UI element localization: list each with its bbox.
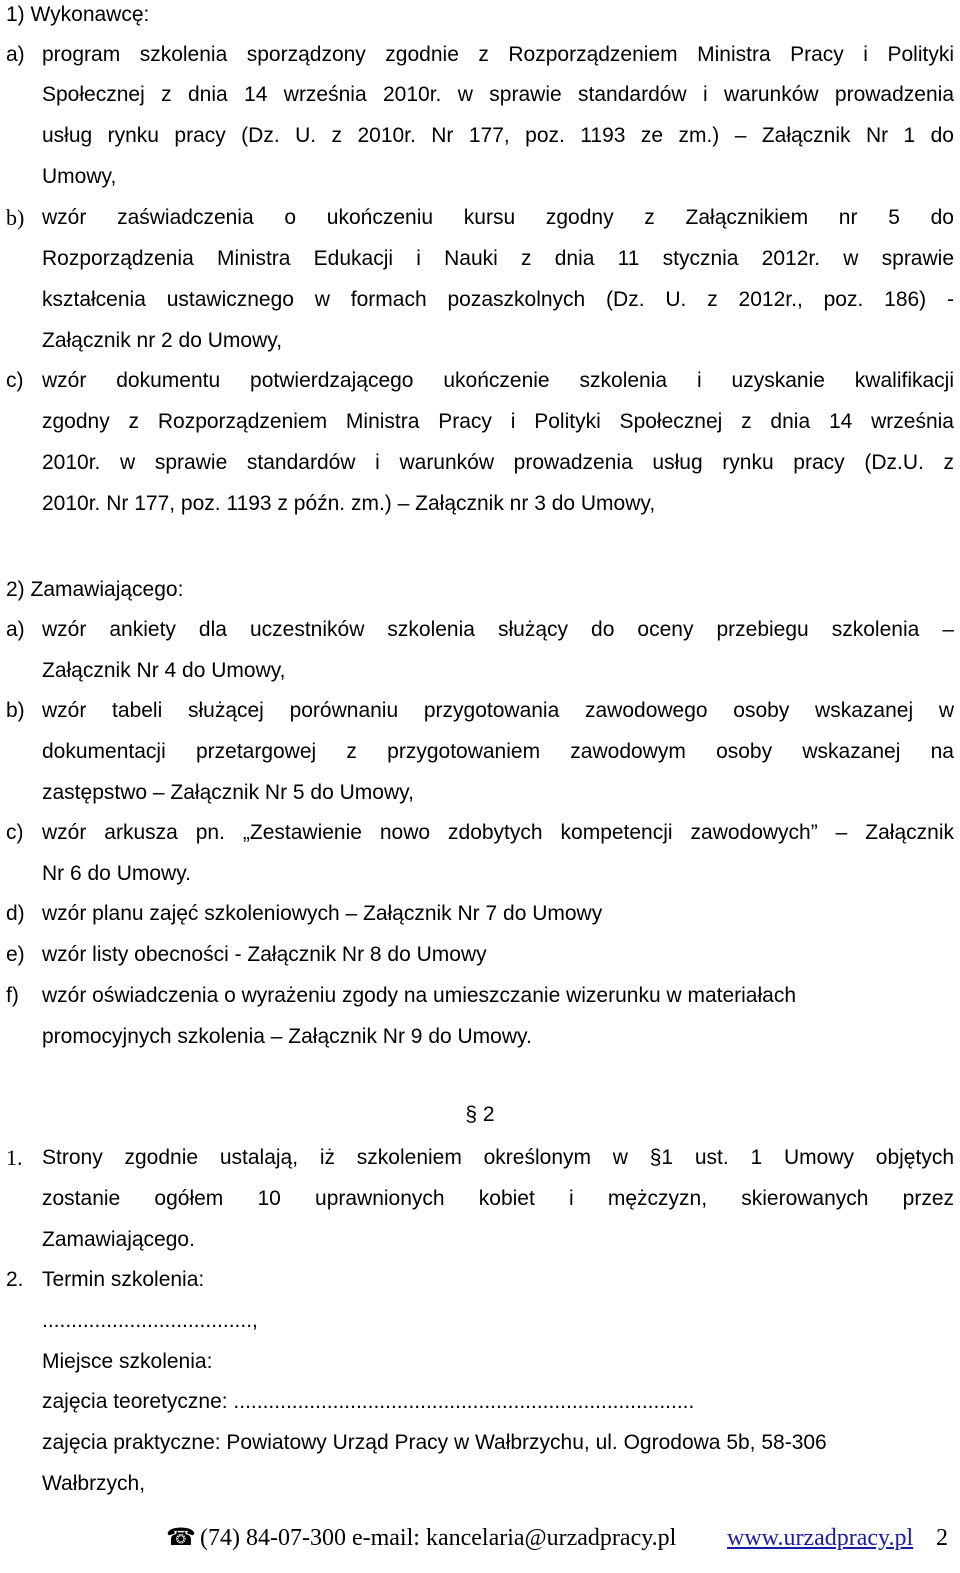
list-item-2b-line-3	[0, 772, 960, 813]
list-marker: f)	[6, 984, 19, 1007]
list-marker: b)	[6, 205, 25, 230]
list-item-text-line: usług rynku pracy (Dz. U. z 2010r. Nr 177, poz. 1193 ze zm.) – Załącznik Nr 1 do	[42, 124, 954, 147]
list-item-2b	[0, 690, 960, 731]
list-item-2c-line-2	[0, 853, 960, 894]
list-item-1a	[0, 34, 960, 75]
numbered-item-1	[0, 1137, 960, 1178]
list-item-2e	[0, 934, 960, 975]
list-item-1b-line-2	[0, 238, 960, 279]
list-item-text-line: 2010r. w sprawie standardów i warunków prowadzenia usług rynku pracy (Dz.U. z	[42, 451, 954, 474]
list-item-text-line: Rozporządzenia Ministra Edukacji i Nauki z dnia 11 stycznia 2012r. w sprawie	[42, 247, 954, 270]
list-item-text-line: Załącznik nr 2 do Umowy,	[42, 329, 283, 352]
list-item-1c-line-2	[0, 401, 960, 442]
list-item-1a-line-3	[0, 115, 960, 156]
list-item-text-line: Społecznej z dnia 14 września 2010r. w sprawie standardów i warunków prowadzenia	[42, 83, 954, 106]
list-item-2d	[0, 893, 960, 934]
page-number: 2	[936, 1525, 948, 1551]
list-item-text-line: wzór dokumentu potwierdzającego ukończenie szkolenia i uzyskanie kwalifikacji	[42, 369, 954, 392]
list-item-text-line: wzór listy obecności - Załącznik Nr 8 do Umowy	[42, 943, 487, 966]
list-item-text-line: zostanie ogółem 10 uprawnionych kobiet i mężczyzn, skierowanych przez	[42, 1187, 954, 1210]
list-item-2f	[0, 975, 960, 1016]
paragraph-title-row	[0, 1094, 960, 1135]
numbered-item-2	[0, 1259, 960, 1300]
list-item-1c-line-4	[0, 483, 960, 524]
list-item-text-line: kształcenia ustawicznego w formach pozaszkolnych (Dz. U. z 2012r., poz. 186) -	[42, 288, 954, 311]
numbered-item-1-line-2	[0, 1178, 960, 1219]
numbered-item-2-line-3	[0, 1341, 960, 1382]
list-item-text-line: Nr 6 do Umowy.	[42, 862, 191, 885]
page-footer	[0, 1518, 960, 1558]
numbered-item-2-line-5	[0, 1422, 960, 1463]
list-item-text-line: ....................................,	[42, 1309, 258, 1332]
list-item-text-line: wzór planu zajęć szkoleniowych – Załącznik Nr 7 do Umowy	[42, 902, 603, 925]
list-item-text-line: wzór ankiety dla uczestników szkolenia służący do oceny przebiegu szkolenia –	[42, 618, 954, 641]
section-2-heading-row	[0, 569, 960, 610]
list-marker: d)	[6, 902, 25, 925]
telephone-icon: ☎	[166, 1525, 196, 1551]
numbered-item-2-line-2	[0, 1300, 960, 1341]
list-item-text-line: Zamawiającego.	[42, 1228, 195, 1251]
website-link[interactable]: www.urzadpracy.pl	[727, 1525, 914, 1551]
footer-contact: (74) 84-07-300 e-mail: kancelaria@urzadpracy.pl	[200, 1525, 677, 1551]
list-item-2f-line-2	[0, 1016, 960, 1057]
list-item-text-line: Miejsce szkolenia:	[42, 1350, 213, 1373]
list-item-text-line: wzór arkusza pn. „Zestawienie nowo zdobytych kompetencji zawodowych” – Załącznik	[42, 821, 954, 844]
list-item-text-line: Wałbrzych,	[42, 1472, 146, 1495]
list-item-2a	[0, 609, 960, 650]
list-item-text-line: zajęcia teoretyczne: ...............................................................................	[42, 1390, 695, 1413]
list-item-text-line: Termin szkolenia:	[42, 1268, 205, 1291]
list-item-text-line: wzór oświadczenia o wyrażeniu zgody na umieszczanie wizerunku w materiałach	[42, 984, 797, 1007]
list-marker: 2.	[6, 1268, 24, 1291]
list-item-2a-line-2	[0, 650, 960, 691]
list-item-1b-line-3	[0, 279, 960, 320]
list-item-text-line: wzór tabeli służącej porównaniu przygotowania zawodowego osoby wskazanej w	[42, 699, 954, 722]
list-item-text-line: dokumentacji przetargowej z przygotowaniem zawodowym osoby wskazanej na	[42, 740, 954, 763]
list-item-text-line: wzór zaświadczenia o ukończeniu kursu zgodny z Załącznikiem nr 5 do	[42, 206, 954, 229]
list-item-text-line: program szkolenia sporządzony zgodnie z Rozporządzeniem Ministra Pracy i Polityki	[42, 43, 954, 66]
list-item-1a-line-4	[0, 156, 960, 197]
list-item-1a-line-2	[0, 74, 960, 115]
list-item-text-line: Załącznik Nr 4 do Umowy,	[42, 659, 286, 682]
list-item-1c-line-3	[0, 442, 960, 483]
list-marker: a)	[6, 618, 25, 641]
list-item-1b-line-4	[0, 320, 960, 361]
list-item-text-line: promocyjnych szkolenia – Załącznik Nr 9 do Umowy.	[42, 1025, 532, 1048]
paragraph-title: § 2	[465, 1103, 495, 1126]
section-1-heading: 1) Wykonawcę:	[6, 3, 150, 26]
list-item-2b-line-2	[0, 731, 960, 772]
list-item-text-line: Strony zgodnie ustalają, iż szkoleniem określonym w §1 ust. 1 Umowy objętych	[42, 1146, 954, 1169]
numbered-item-1-line-3	[0, 1219, 960, 1260]
list-item-text-line: Umowy,	[42, 165, 117, 188]
list-marker: c)	[6, 821, 24, 844]
list-marker: b)	[6, 699, 25, 722]
list-item-2c	[0, 812, 960, 853]
list-item-1b	[0, 197, 960, 238]
list-item-text-line: zgodny z Rozporządzeniem Ministra Pracy i Polityki Społecznej z dnia 14 września	[42, 410, 954, 433]
list-item-text-line: zajęcia praktyczne: Powiatowy Urząd Pracy w Wałbrzychu, ul. Ogrodowa 5b, 58-306	[42, 1431, 827, 1454]
list-marker: 1.	[6, 1145, 23, 1170]
list-item-text-line: zastępstwo – Załącznik Nr 5 do Umowy,	[42, 781, 414, 804]
list-marker: a)	[6, 43, 25, 66]
section-1-heading-row	[0, 0, 960, 35]
list-item-text-line: 2010r. Nr 177, poz. 1193 z późn. zm.) – Załącznik nr 3 do Umowy,	[42, 492, 656, 515]
list-marker: c)	[6, 369, 24, 392]
numbered-item-2-line-6	[0, 1463, 960, 1504]
list-marker: e)	[6, 943, 25, 966]
list-item-1c	[0, 360, 960, 401]
numbered-item-2-line-4	[0, 1381, 960, 1422]
section-2-heading: 2) Zamawiającego:	[6, 578, 184, 601]
